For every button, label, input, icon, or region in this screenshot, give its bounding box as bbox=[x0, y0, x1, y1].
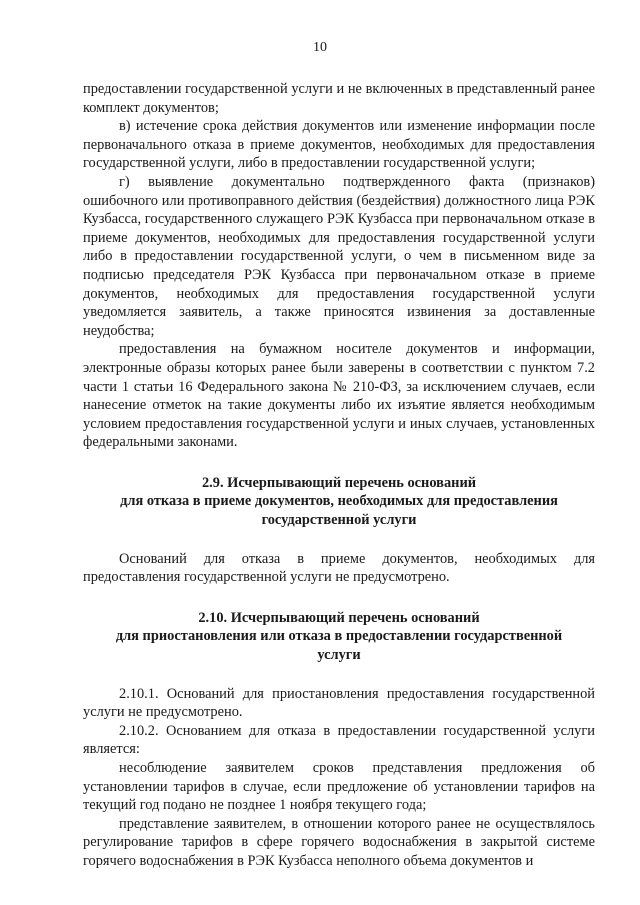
section-heading-2-10 bbox=[83, 609, 595, 665]
heading-line: для приостановления или отказа в предоставлении государственной bbox=[115, 628, 563, 645]
heading-line: услуги bbox=[317, 647, 361, 664]
paragraph: несоблюдение заявителем сроков представления предложения об установлении тарифов в случае, если предложение об установлении тарифов на текущий год подано не позднее 1 ноября текущего года; bbox=[83, 760, 595, 814]
section-heading-2-9 bbox=[83, 474, 595, 530]
paragraph: г) выявление документально подтвержденного факта (признаков) ошибочного или противоправного действия (бездействия) должностного лица РЭК Кузбасса, государственного служащего РЭК Кузбасса при первоначальном отказе в приеме документов, необходимых для предоставления государственной услуги либо в предоставлении государственной услуги, о чем в письменном виде за подписью председателя РЭК Кузбасса при первоначальном отказе в приеме документов, необходимых для предоставления государственной услуги уведомляется заявитель, а также приносятся извинения за доставленные неудобства; bbox=[83, 173, 595, 339]
page-content bbox=[83, 80, 595, 871]
heading-line: 2.10. Исчерпывающий перечень оснований bbox=[198, 609, 480, 626]
paragraph: 2.10.2. Основанием для отказа в предоставлении государственной услуги является: bbox=[83, 722, 595, 758]
heading-line: государственной услуги bbox=[261, 512, 417, 529]
paragraph: предоставлении государственной услуги и не включенных в представленный ранее комплект документов; bbox=[83, 81, 595, 116]
paragraph: представление заявителем, в отношении которого ранее не осуществлялось регулирование тарифов в сфере горячего водоснабжения в закрытой системе горячего водоснабжения в РЭК Кузбасса неполного объема документов и bbox=[83, 815, 595, 869]
paragraph: в) истечение срока действия документов или изменение информации после первоначального отказа в приеме документов, необходимых для предоставления государственной услуги, либо в предоставлении государственной услуги; bbox=[83, 118, 595, 172]
page-number: 10 bbox=[313, 40, 327, 55]
paragraph: 2.10.1. Оснований для приостановления предоставления государственной услуги не предусмотрено. bbox=[83, 685, 595, 721]
paragraph: предоставления на бумажном носителе документов и информации, электронные образы которых ранее были заверены в соответствии с пунктом 7.2 части 1 статьи 16 Федерального закона № 210-ФЗ, за исключением случаев, если нанесение отметок на такие документы либо их изъятие является необходимым условием предоставления государственной услуги и иных случаев, установленных федеральными законами. bbox=[83, 341, 595, 451]
paragraph: Оснований для отказа в приеме документов, необходимых для предоставления государственной услуги не предусмотрено. bbox=[83, 550, 595, 586]
heading-line: для отказа в приеме документов, необходимых для предоставления bbox=[120, 493, 558, 510]
heading-line: 2.9. Исчерпывающий перечень оснований bbox=[201, 474, 477, 491]
